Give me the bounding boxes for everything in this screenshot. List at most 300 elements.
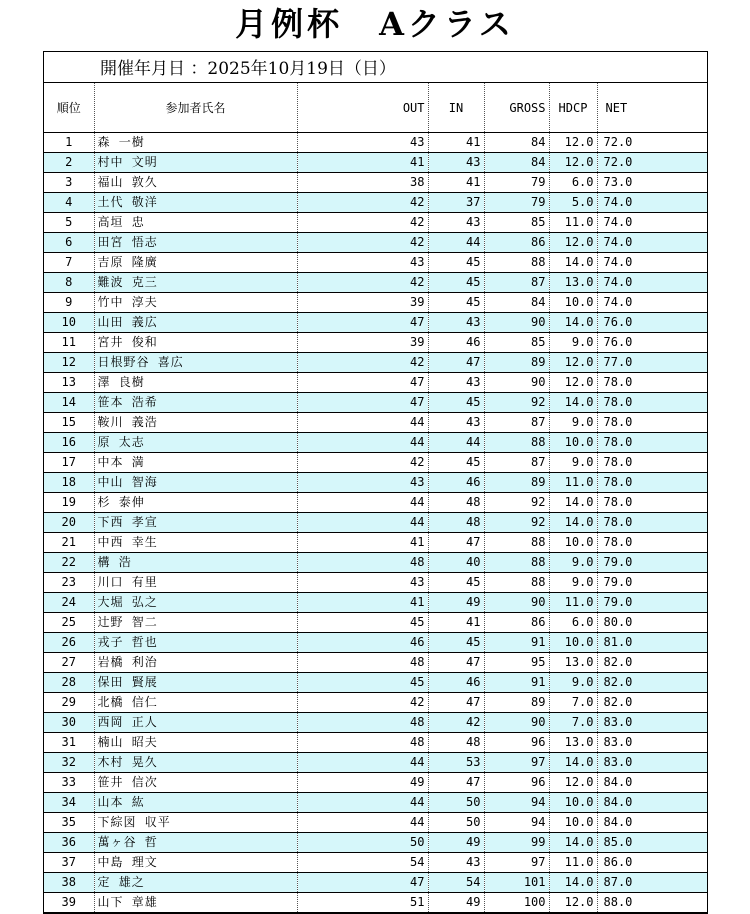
name-cell: 構 浩 xyxy=(94,553,297,573)
table-row xyxy=(44,733,707,753)
hdcp-cell: 13.0 xyxy=(549,733,597,753)
out-cell: 43 xyxy=(297,253,428,273)
net-cell: 74.0 xyxy=(597,253,707,273)
hdcp-cell: 14.0 xyxy=(549,393,597,413)
table-row xyxy=(44,253,707,273)
out-cell: 44 xyxy=(297,793,428,813)
net-cell: 73.0 xyxy=(597,173,707,193)
rank-cell: 7 xyxy=(44,253,94,273)
hdcp-cell: 14.0 xyxy=(549,513,597,533)
in-cell: 46 xyxy=(428,673,484,693)
table-row xyxy=(44,153,707,173)
out-cell: 47 xyxy=(297,393,428,413)
gross-cell: 86 xyxy=(484,613,549,633)
hdcp-cell: 9.0 xyxy=(549,673,597,693)
hdcp-cell: 14.0 xyxy=(549,753,597,773)
hdcp-cell: 10.0 xyxy=(549,433,597,453)
name-cell: 山下 章雄 xyxy=(94,893,297,913)
name-cell: 保田 賢展 xyxy=(94,673,297,693)
in-cell: 45 xyxy=(428,633,484,653)
table-row xyxy=(44,373,707,393)
table-row xyxy=(44,213,707,233)
out-cell: 44 xyxy=(297,493,428,513)
in-cell: 43 xyxy=(428,313,484,333)
name-cell: 難波 克三 xyxy=(94,273,297,293)
net-cell: 81.0 xyxy=(597,633,707,653)
net-cell: 72.0 xyxy=(597,153,707,173)
in-cell: 43 xyxy=(428,373,484,393)
out-cell: 45 xyxy=(297,613,428,633)
gross-cell: 85 xyxy=(484,213,549,233)
col-header-hdcp: HDCP xyxy=(549,83,597,133)
event-date xyxy=(44,52,707,83)
net-cell: 82.0 xyxy=(597,693,707,713)
hdcp-cell: 14.0 xyxy=(549,313,597,333)
hdcp-cell: 14.0 xyxy=(549,833,597,853)
table-row xyxy=(44,513,707,533)
hdcp-cell: 12.0 xyxy=(549,133,597,153)
table-row xyxy=(44,673,707,693)
out-cell: 48 xyxy=(297,713,428,733)
net-cell: 82.0 xyxy=(597,673,707,693)
out-cell: 39 xyxy=(297,293,428,313)
gross-cell: 94 xyxy=(484,813,549,833)
col-header-gross: GROSS xyxy=(484,83,549,133)
in-cell: 45 xyxy=(428,273,484,293)
gross-cell: 84 xyxy=(484,133,549,153)
name-cell: 川口 有里 xyxy=(94,573,297,593)
out-cell: 42 xyxy=(297,353,428,373)
gross-cell: 92 xyxy=(484,513,549,533)
page-title: 月例杯 Aクラス xyxy=(235,5,515,43)
out-cell: 47 xyxy=(297,873,428,893)
out-cell: 42 xyxy=(297,453,428,473)
hdcp-cell: 12.0 xyxy=(549,233,597,253)
hdcp-cell: 12.0 xyxy=(549,353,597,373)
in-cell: 47 xyxy=(428,653,484,673)
name-cell: 土代 敬洋 xyxy=(94,193,297,213)
out-cell: 42 xyxy=(297,693,428,713)
rank-cell: 4 xyxy=(44,193,94,213)
gross-cell: 90 xyxy=(484,713,549,733)
name-cell: 北橋 信仁 xyxy=(94,693,297,713)
net-cell: 88.0 xyxy=(597,893,707,913)
out-cell: 45 xyxy=(297,673,428,693)
name-cell: 辻野 智二 xyxy=(94,613,297,633)
gross-cell: 92 xyxy=(484,493,549,513)
gross-cell: 100 xyxy=(484,893,549,913)
hdcp-cell: 9.0 xyxy=(549,553,597,573)
gross-cell: 79 xyxy=(484,193,549,213)
rank-cell: 26 xyxy=(44,633,94,653)
col-header-name: 参加者氏名 xyxy=(94,83,297,133)
net-cell: 72.0 xyxy=(597,133,707,153)
in-cell: 45 xyxy=(428,453,484,473)
in-cell: 48 xyxy=(428,493,484,513)
net-cell: 77.0 xyxy=(597,353,707,373)
hdcp-cell: 13.0 xyxy=(549,653,597,673)
table-row xyxy=(44,413,707,433)
out-cell: 41 xyxy=(297,533,428,553)
net-cell: 78.0 xyxy=(597,393,707,413)
table-row xyxy=(44,593,707,613)
out-cell: 46 xyxy=(297,633,428,653)
gross-cell: 97 xyxy=(484,853,549,873)
gross-cell: 79 xyxy=(484,173,549,193)
rank-cell: 13 xyxy=(44,373,94,393)
gross-cell: 89 xyxy=(484,353,549,373)
table-row xyxy=(44,353,707,373)
gross-cell: 88 xyxy=(484,433,549,453)
net-cell: 87.0 xyxy=(597,873,707,893)
gross-cell: 88 xyxy=(484,553,549,573)
col-header-in: IN xyxy=(428,83,484,133)
out-cell: 50 xyxy=(297,833,428,853)
net-cell: 78.0 xyxy=(597,473,707,493)
rank-cell: 33 xyxy=(44,773,94,793)
net-cell: 74.0 xyxy=(597,233,707,253)
out-cell: 42 xyxy=(297,273,428,293)
gross-cell: 90 xyxy=(484,593,549,613)
gross-cell: 94 xyxy=(484,793,549,813)
rank-cell: 32 xyxy=(44,753,94,773)
table-row xyxy=(44,533,707,553)
hdcp-cell: 14.0 xyxy=(549,493,597,513)
net-cell: 78.0 xyxy=(597,533,707,553)
rank-cell: 35 xyxy=(44,813,94,833)
in-cell: 41 xyxy=(428,133,484,153)
out-cell: 44 xyxy=(297,753,428,773)
net-cell: 76.0 xyxy=(597,333,707,353)
out-cell: 43 xyxy=(297,573,428,593)
net-cell: 78.0 xyxy=(597,493,707,513)
table-row xyxy=(44,493,707,513)
rank-cell: 18 xyxy=(44,473,94,493)
results-table xyxy=(44,83,707,913)
out-cell: 54 xyxy=(297,853,428,873)
net-cell: 78.0 xyxy=(597,513,707,533)
hdcp-cell: 9.0 xyxy=(549,453,597,473)
hdcp-cell: 11.0 xyxy=(549,853,597,873)
net-cell: 78.0 xyxy=(597,433,707,453)
in-cell: 48 xyxy=(428,733,484,753)
rank-cell: 1 xyxy=(44,133,94,153)
gross-cell: 84 xyxy=(484,153,549,173)
table-row xyxy=(44,233,707,253)
rank-cell: 5 xyxy=(44,213,94,233)
in-cell: 43 xyxy=(428,413,484,433)
hdcp-cell: 6.0 xyxy=(549,613,597,633)
gross-cell: 88 xyxy=(484,533,549,553)
col-header-out: OUT xyxy=(297,83,428,133)
rank-cell: 11 xyxy=(44,333,94,353)
hdcp-cell: 11.0 xyxy=(549,593,597,613)
net-cell: 84.0 xyxy=(597,793,707,813)
in-cell: 43 xyxy=(428,153,484,173)
net-cell: 83.0 xyxy=(597,753,707,773)
net-cell: 86.0 xyxy=(597,853,707,873)
out-cell: 48 xyxy=(297,733,428,753)
rank-cell: 38 xyxy=(44,873,94,893)
name-cell: 高垣 忠 xyxy=(94,213,297,233)
name-cell: 岩橋 利治 xyxy=(94,653,297,673)
out-cell: 44 xyxy=(297,513,428,533)
net-cell: 80.0 xyxy=(597,613,707,633)
rank-cell: 19 xyxy=(44,493,94,513)
name-cell: 山本 紘 xyxy=(94,793,297,813)
rank-cell: 9 xyxy=(44,293,94,313)
gross-cell: 101 xyxy=(484,873,549,893)
name-cell: 杉 泰伸 xyxy=(94,493,297,513)
rank-cell: 12 xyxy=(44,353,94,373)
in-cell: 47 xyxy=(428,773,484,793)
gross-cell: 86 xyxy=(484,233,549,253)
table-row xyxy=(44,853,707,873)
hdcp-cell: 10.0 xyxy=(549,813,597,833)
rank-cell: 24 xyxy=(44,593,94,613)
in-cell: 45 xyxy=(428,573,484,593)
out-cell: 47 xyxy=(297,373,428,393)
rank-cell: 10 xyxy=(44,313,94,333)
net-cell: 78.0 xyxy=(597,413,707,433)
table-row xyxy=(44,133,707,153)
out-cell: 48 xyxy=(297,553,428,573)
out-cell: 44 xyxy=(297,433,428,453)
net-cell: 79.0 xyxy=(597,553,707,573)
rank-cell: 2 xyxy=(44,153,94,173)
in-cell: 46 xyxy=(428,333,484,353)
table-row xyxy=(44,173,707,193)
name-cell: 日根野谷 喜広 xyxy=(94,353,297,373)
name-cell: 澤 良樹 xyxy=(94,373,297,393)
out-cell: 38 xyxy=(297,173,428,193)
out-cell: 39 xyxy=(297,333,428,353)
gross-cell: 92 xyxy=(484,393,549,413)
gross-cell: 87 xyxy=(484,453,549,473)
rank-cell: 27 xyxy=(44,653,94,673)
in-cell: 46 xyxy=(428,473,484,493)
table-row xyxy=(44,453,707,473)
table-row xyxy=(44,813,707,833)
table-row xyxy=(44,393,707,413)
net-cell: 74.0 xyxy=(597,273,707,293)
in-cell: 49 xyxy=(428,593,484,613)
rank-cell: 17 xyxy=(44,453,94,473)
hdcp-cell: 6.0 xyxy=(549,173,597,193)
hdcp-cell: 12.0 xyxy=(549,893,597,913)
table-row xyxy=(44,613,707,633)
gross-cell: 90 xyxy=(484,373,549,393)
in-cell: 43 xyxy=(428,853,484,873)
name-cell: 大堀 弘之 xyxy=(94,593,297,613)
out-cell: 41 xyxy=(297,593,428,613)
rank-cell: 8 xyxy=(44,273,94,293)
name-cell: 竹中 淳夫 xyxy=(94,293,297,313)
hdcp-cell: 12.0 xyxy=(549,373,597,393)
name-cell: 中本 満 xyxy=(94,453,297,473)
rank-cell: 37 xyxy=(44,853,94,873)
out-cell: 44 xyxy=(297,413,428,433)
table-header-row xyxy=(44,83,707,133)
table-row xyxy=(44,873,707,893)
name-cell: 中西 幸生 xyxy=(94,533,297,553)
name-cell: 山田 義広 xyxy=(94,313,297,333)
rank-cell: 31 xyxy=(44,733,94,753)
net-cell: 74.0 xyxy=(597,193,707,213)
rank-cell: 30 xyxy=(44,713,94,733)
event-date-text: 開催年月日 ：2025年10月19日（日） xyxy=(100,59,396,79)
out-cell: 42 xyxy=(297,213,428,233)
table-row xyxy=(44,753,707,773)
in-cell: 47 xyxy=(428,693,484,713)
name-cell: 下綜図 収平 xyxy=(94,813,297,833)
name-cell: 原 太志 xyxy=(94,433,297,453)
name-cell: 楠山 昭夫 xyxy=(94,733,297,753)
in-cell: 53 xyxy=(428,753,484,773)
table-row xyxy=(44,433,707,453)
in-cell: 47 xyxy=(428,533,484,553)
name-cell: 福山 敦久 xyxy=(94,173,297,193)
rank-cell: 3 xyxy=(44,173,94,193)
name-cell: 西岡 正人 xyxy=(94,713,297,733)
in-cell: 48 xyxy=(428,513,484,533)
hdcp-cell: 13.0 xyxy=(549,273,597,293)
rank-cell: 34 xyxy=(44,793,94,813)
in-cell: 44 xyxy=(428,233,484,253)
net-cell: 79.0 xyxy=(597,573,707,593)
gross-cell: 91 xyxy=(484,633,549,653)
hdcp-cell: 10.0 xyxy=(549,293,597,313)
in-cell: 44 xyxy=(428,433,484,453)
name-cell: 萬ヶ谷 哲 xyxy=(94,833,297,853)
net-cell: 85.0 xyxy=(597,833,707,853)
name-cell: 宮井 俊和 xyxy=(94,333,297,353)
table-row xyxy=(44,553,707,573)
name-cell: 田宮 悟志 xyxy=(94,233,297,253)
hdcp-cell: 10.0 xyxy=(549,793,597,813)
in-cell: 45 xyxy=(428,293,484,313)
gross-cell: 85 xyxy=(484,333,549,353)
in-cell: 54 xyxy=(428,873,484,893)
table-row xyxy=(44,833,707,853)
in-cell: 47 xyxy=(428,353,484,373)
gross-cell: 95 xyxy=(484,653,549,673)
rank-cell: 22 xyxy=(44,553,94,573)
hdcp-cell: 7.0 xyxy=(549,693,597,713)
name-cell: 中島 理文 xyxy=(94,853,297,873)
table-row xyxy=(44,333,707,353)
hdcp-cell: 9.0 xyxy=(549,333,597,353)
out-cell: 49 xyxy=(297,773,428,793)
gross-cell: 96 xyxy=(484,773,549,793)
name-cell: 下西 孝宣 xyxy=(94,513,297,533)
name-cell: 森 一樹 xyxy=(94,133,297,153)
name-cell: 吉原 隆廣 xyxy=(94,253,297,273)
rank-cell: 39 xyxy=(44,893,94,913)
col-header-net: NET xyxy=(597,83,707,133)
hdcp-cell: 12.0 xyxy=(549,153,597,173)
table-row xyxy=(44,573,707,593)
gross-cell: 84 xyxy=(484,293,549,313)
table-row xyxy=(44,293,707,313)
hdcp-cell: 12.0 xyxy=(549,773,597,793)
table-row xyxy=(44,633,707,653)
net-cell: 83.0 xyxy=(597,733,707,753)
in-cell: 41 xyxy=(428,173,484,193)
rank-cell: 6 xyxy=(44,233,94,253)
out-cell: 41 xyxy=(297,153,428,173)
name-cell: 定 雄之 xyxy=(94,873,297,893)
gross-cell: 89 xyxy=(484,473,549,493)
in-cell: 37 xyxy=(428,193,484,213)
net-cell: 84.0 xyxy=(597,773,707,793)
in-cell: 49 xyxy=(428,893,484,913)
gross-cell: 90 xyxy=(484,313,549,333)
hdcp-cell: 7.0 xyxy=(549,713,597,733)
table-row xyxy=(44,193,707,213)
net-cell: 82.0 xyxy=(597,653,707,673)
hdcp-cell: 5.0 xyxy=(549,193,597,213)
gross-cell: 88 xyxy=(484,573,549,593)
gross-cell: 96 xyxy=(484,733,549,753)
net-cell: 83.0 xyxy=(597,713,707,733)
hdcp-cell: 11.0 xyxy=(549,213,597,233)
name-cell: 戎子 哲也 xyxy=(94,633,297,653)
hdcp-cell: 9.0 xyxy=(549,413,597,433)
gross-cell: 88 xyxy=(484,253,549,273)
table-row xyxy=(44,773,707,793)
hdcp-cell: 11.0 xyxy=(549,473,597,493)
out-cell: 42 xyxy=(297,193,428,213)
net-cell: 79.0 xyxy=(597,593,707,613)
gross-cell: 91 xyxy=(484,673,549,693)
in-cell: 41 xyxy=(428,613,484,633)
in-cell: 42 xyxy=(428,713,484,733)
net-cell: 84.0 xyxy=(597,813,707,833)
name-cell: 中山 智海 xyxy=(94,473,297,493)
rank-cell: 16 xyxy=(44,433,94,453)
gross-cell: 87 xyxy=(484,413,549,433)
rank-cell: 25 xyxy=(44,613,94,633)
rank-cell: 15 xyxy=(44,413,94,433)
results-sheet xyxy=(43,51,708,914)
table-row xyxy=(44,793,707,813)
rank-cell: 23 xyxy=(44,573,94,593)
name-cell: 村中 文明 xyxy=(94,153,297,173)
gross-cell: 87 xyxy=(484,273,549,293)
in-cell: 50 xyxy=(428,793,484,813)
table-row xyxy=(44,693,707,713)
out-cell: 43 xyxy=(297,473,428,493)
out-cell: 42 xyxy=(297,233,428,253)
name-cell: 笹本 浩希 xyxy=(94,393,297,413)
gross-cell: 89 xyxy=(484,693,549,713)
out-cell: 43 xyxy=(297,133,428,153)
net-cell: 78.0 xyxy=(597,373,707,393)
rank-cell: 36 xyxy=(44,833,94,853)
table-row xyxy=(44,273,707,293)
table-row xyxy=(44,313,707,333)
hdcp-cell: 10.0 xyxy=(549,633,597,653)
table-row xyxy=(44,473,707,493)
name-cell: 笹井 信次 xyxy=(94,773,297,793)
out-cell: 47 xyxy=(297,313,428,333)
out-cell: 51 xyxy=(297,893,428,913)
in-cell: 49 xyxy=(428,833,484,853)
hdcp-cell: 10.0 xyxy=(549,533,597,553)
rank-cell: 20 xyxy=(44,513,94,533)
name-cell: 鞍川 義浩 xyxy=(94,413,297,433)
